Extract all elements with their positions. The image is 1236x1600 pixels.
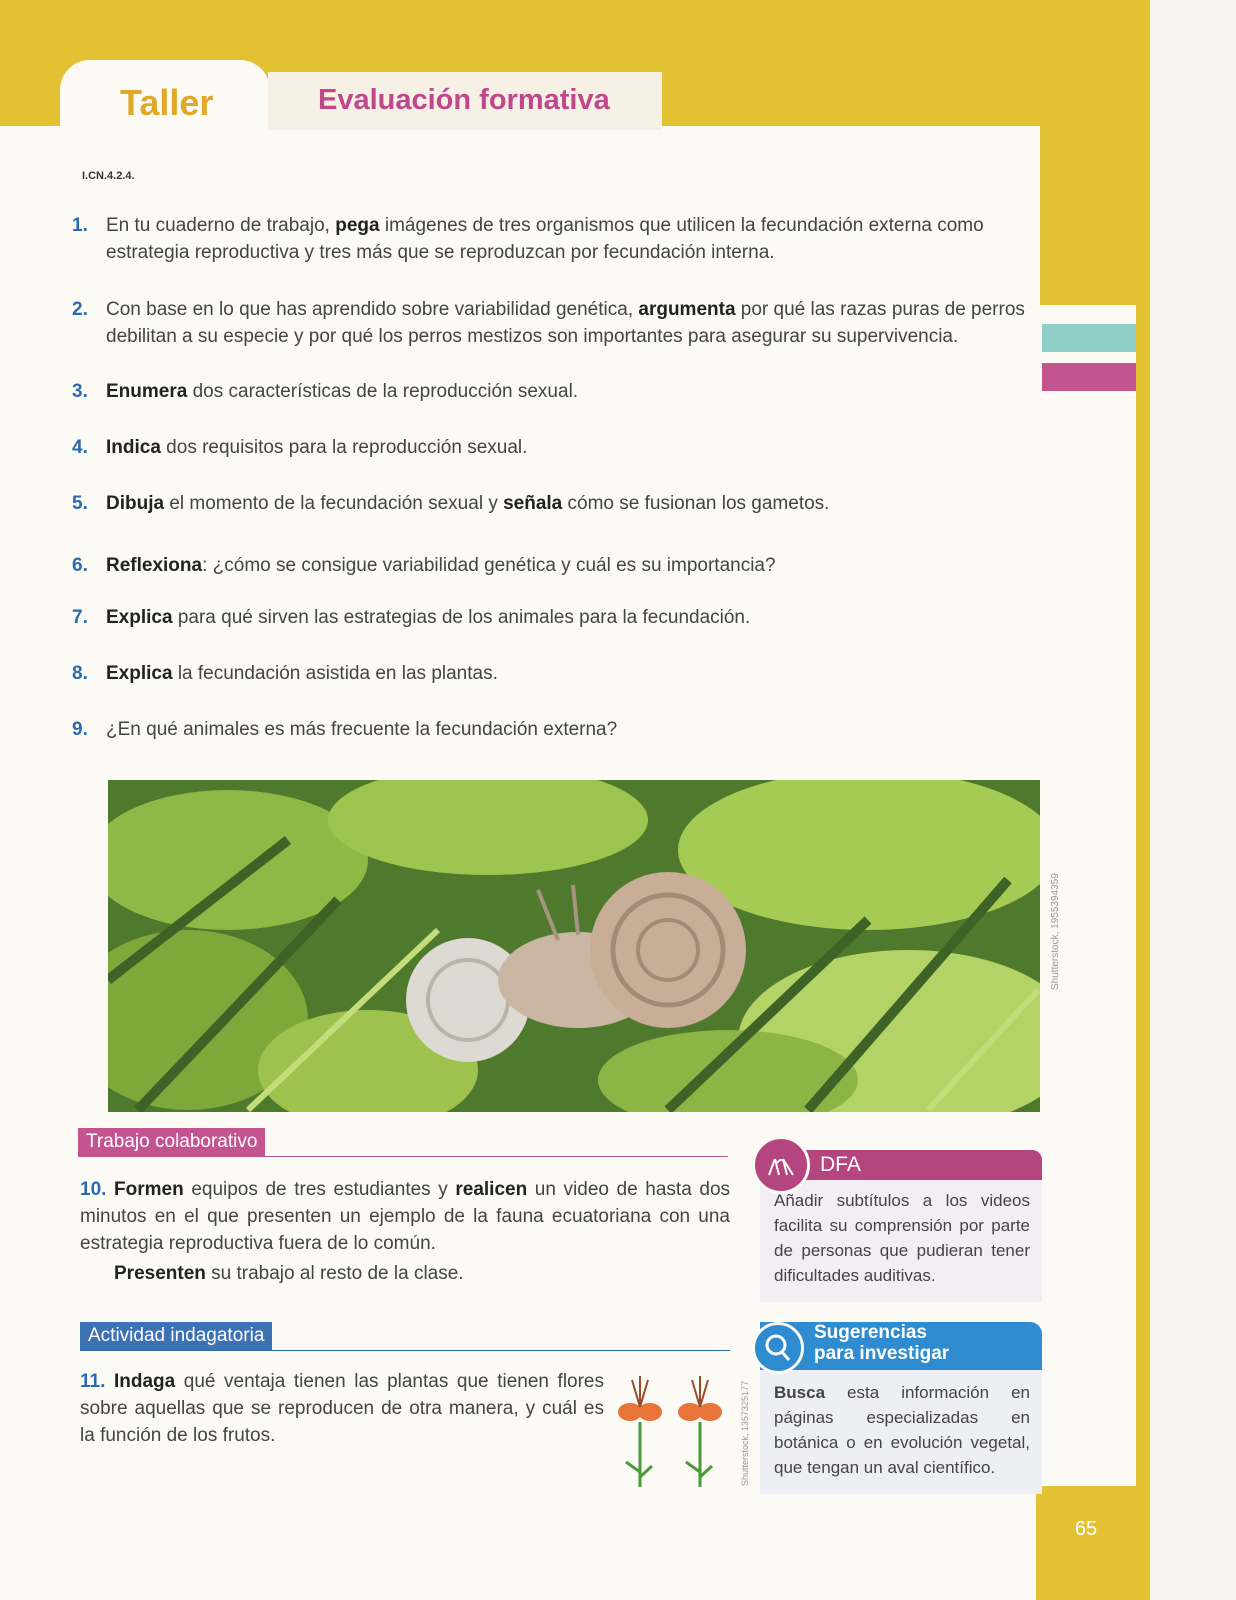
suggestions-text-parts	[774, 1383, 1030, 1477]
question-number: 9.	[72, 719, 88, 740]
suggestions-title	[814, 1322, 949, 1364]
text-run: su trabajo al resto de la clase.	[205, 1263, 464, 1284]
question-text	[106, 212, 1042, 266]
question-number: 1.	[72, 215, 88, 236]
emphasis-verb: realicen	[455, 1179, 528, 1200]
research-number: 11.	[80, 1371, 106, 1392]
collab-activity	[80, 1176, 730, 1257]
dfa-text: Añadir subtítulos a los videos facilita su comprensión por parte de personas que pudieran tener dificultades auditivas.	[774, 1191, 1030, 1285]
emphasis-verb: Indica	[106, 437, 161, 458]
question-item	[72, 212, 1042, 266]
text-run: Con base en lo que has aprendido sobre variabilidad genética,	[106, 299, 639, 320]
snails-illustration	[108, 780, 1040, 1112]
text-run: esta información en páginas especializadas en botánica o en evolución vegetal, que tengan un aval científico.	[774, 1383, 1030, 1477]
text-run: la fecundación asistida en las plantas.	[172, 663, 498, 684]
question-item	[72, 296, 1042, 350]
text-run: un video de hasta dos minutos en el que presenten un ejemplo de la fauna ecuatoriana con una estrategia reproductiva fuera de lo común.	[80, 1179, 731, 1254]
text-run: En tu cuaderno de trabajo,	[106, 215, 336, 236]
hands-heart-icon	[752, 1136, 810, 1194]
suggestions-title-line2: para investigar	[814, 1343, 950, 1364]
question-text	[106, 604, 1042, 631]
emphasis-verb: Explica	[106, 663, 173, 684]
indicator-code: I.CN.4.2.4.	[82, 170, 135, 182]
text-run: dos características de la reproducción sexual.	[187, 381, 579, 402]
text-run: cómo se fusionan los gametos.	[562, 493, 830, 514]
page-margin	[1150, 0, 1236, 1600]
teal-stripe	[1042, 324, 1136, 352]
research-header	[80, 1322, 730, 1351]
emphasis-verb: Reflexiona	[106, 555, 203, 576]
question-item	[72, 552, 1042, 579]
lily-flowers-drawing	[612, 1362, 732, 1492]
snails-photo	[108, 780, 1040, 1112]
text-run: ¿En qué animales es más frecuente la fecundación externa?	[106, 719, 618, 740]
suggestions-title-line1: Sugerencias	[814, 1322, 927, 1343]
collab-text	[80, 1179, 730, 1254]
question-number: 3.	[72, 381, 88, 402]
text-run: dos requisitos para la reproducción sexual.	[160, 437, 528, 458]
emphasis-verb: Enumera	[106, 381, 188, 402]
question-item	[72, 490, 1042, 517]
question-number: 7.	[72, 607, 88, 628]
question-number: 8.	[72, 663, 88, 684]
emphasis-verb: argumenta	[638, 299, 736, 320]
emphasis-verb: Explica	[106, 607, 173, 628]
emphasis-verb: Dibuja	[106, 493, 165, 514]
page-corner-block	[1036, 1486, 1136, 1600]
text-run	[106, 1179, 114, 1200]
magnifier-icon	[752, 1322, 804, 1374]
question-item	[72, 434, 1042, 461]
question-text	[106, 660, 1042, 687]
tab-taller-label: Taller	[120, 82, 214, 123]
research-title: Actividad indagatoria	[80, 1322, 272, 1350]
question-text	[106, 296, 1042, 350]
text-run: el momento de la fecundación sexual y	[164, 493, 504, 514]
lily-illustration	[612, 1362, 732, 1492]
suggestions-text	[774, 1380, 1030, 1480]
right-edge-band	[1136, 0, 1150, 1600]
emphasis-verb: Busca	[774, 1383, 826, 1402]
tab-section	[268, 72, 662, 130]
question-text	[106, 434, 1042, 461]
collab-number: 10.	[80, 1179, 107, 1200]
emphasis-verb: Presenten	[114, 1263, 206, 1284]
emphasis-verb: pega	[335, 215, 380, 236]
text-run: imágenes de tres organismos que utilicen la fecundación externa como estrategia reproductiva y tres más que se reproduzcan por fecundación interna.	[106, 215, 984, 263]
collab-header	[78, 1128, 728, 1157]
emphasis-verb: señala	[503, 493, 563, 514]
question-text	[106, 552, 1042, 579]
pink-stripe	[1042, 363, 1136, 391]
question-number: 5.	[72, 493, 88, 514]
photo-credit: Shutterstock, 1955394359	[1050, 873, 1061, 990]
text-run: qué ventaja tienen las plantas que tienen flores sobre aquellas que se reproducen de otra manera, y cuál es la función de los frutos.	[80, 1371, 604, 1446]
text-run: equipos de tres estudiantes y	[183, 1179, 456, 1200]
text-run	[105, 1371, 114, 1392]
question-text	[106, 490, 1042, 517]
dfa-title: DFA	[820, 1153, 861, 1176]
question-item	[72, 660, 1042, 687]
collab-presentation	[114, 1260, 730, 1287]
emphasis-verb: Indaga	[113, 1371, 176, 1392]
side-color-block	[1036, 0, 1136, 305]
emphasis-verb: Formen	[114, 1179, 184, 1200]
tab-taller	[60, 60, 270, 140]
collab-title: Trabajo colaborativo	[78, 1128, 265, 1156]
question-text	[106, 378, 1042, 405]
collab-text-2	[114, 1263, 464, 1284]
question-number: 6.	[72, 555, 88, 576]
research-text	[80, 1371, 604, 1446]
text-run: por qué las razas puras de perros debilitan a su especie y por qué los perros mestizos son importantes para asegurar su supervivencia.	[106, 299, 1025, 347]
research-activity	[80, 1368, 604, 1449]
question-number: 2.	[72, 299, 88, 320]
question-number: 4.	[72, 437, 88, 458]
tab-section-label: Evaluación formativa	[318, 84, 610, 116]
text-run: : ¿cómo se consigue variabilidad genética y cuál es su importancia?	[202, 555, 776, 576]
text-run: para qué sirven las estrategias de los animales para la fecundación.	[172, 607, 751, 628]
question-item	[72, 378, 1042, 405]
question-text	[106, 716, 1042, 743]
question-item	[72, 604, 1042, 631]
page-number: 65	[1074, 1518, 1098, 1540]
question-item	[72, 716, 1042, 743]
lily-credit: Shutterstock, 1357325177	[740, 1380, 750, 1486]
